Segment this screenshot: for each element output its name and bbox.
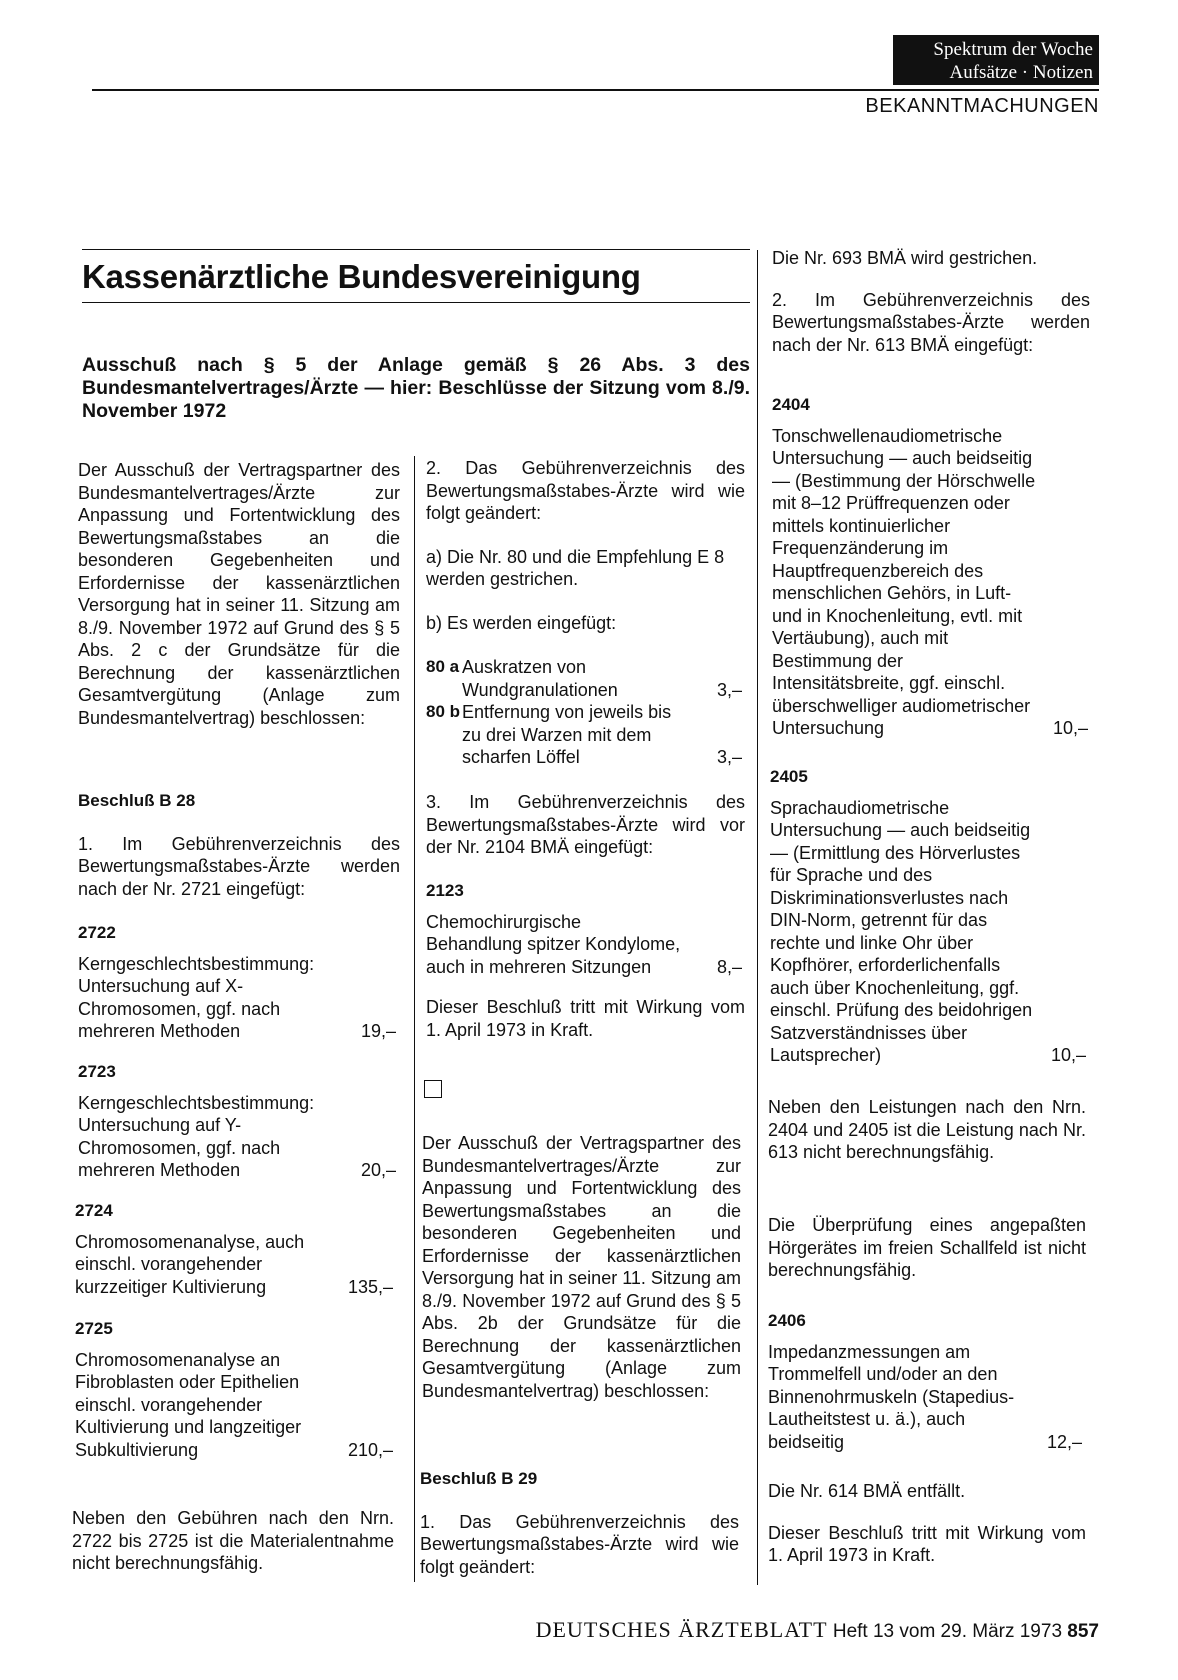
entry-number: 2406 bbox=[768, 1311, 806, 1330]
column-rule-1 bbox=[414, 456, 415, 1582]
paragraph: 1. Im Gebührenverzeichnis des Bewertungsmaßstabes-Ärzte werden nach der Nr. 2721 eingefügt: bbox=[78, 833, 400, 899]
entry-text: Sprachaudiometrische Untersuchung — auch beidseitig — (Ermittlung des Hörverlustes für Sprache und des Diskriminationsverlustes nach DIN-Norm, getrennt für das rechte und linke Ohr über Kopfhörer, erforderlichenfalls auch über Knochenleitung, ggf. einschl. Prüfung des beidohrigen Satzverständnisses über Lautsprecher) bbox=[770, 797, 1033, 1065]
entry-value: 12,– bbox=[1046, 1431, 1082, 1452]
beschluss-heading: Beschluß B 28 bbox=[78, 791, 196, 810]
column-2 bbox=[426, 457, 745, 634]
header-rule bbox=[92, 89, 1099, 91]
column-1 bbox=[78, 459, 400, 729]
column-2-intro bbox=[422, 1132, 741, 1402]
entry-value: 10,– bbox=[1050, 1045, 1086, 1065]
publication-name: DEUTSCHES ÄRZTEBLATT bbox=[535, 1617, 828, 1642]
beschluss-b29 bbox=[420, 1468, 739, 1578]
entry-80a bbox=[426, 656, 742, 701]
entry-2724 bbox=[75, 1200, 393, 1298]
entry-text: Auskratzen von Wundgranulationen bbox=[462, 657, 618, 700]
entry-number: 2123 bbox=[426, 881, 464, 900]
column-2-effective bbox=[426, 996, 745, 1041]
entry-2406 bbox=[768, 1310, 1082, 1453]
page-footer bbox=[536, 1617, 1099, 1643]
entry-number: 2723 bbox=[78, 1062, 116, 1081]
badge-line-1: Spektrum der Woche bbox=[933, 39, 1093, 60]
entry-text: Chemochirurgische Behandlung spitzer Kondylome, auch in mehreren Sitzungen bbox=[426, 911, 681, 977]
column-rule-2 bbox=[757, 250, 758, 1585]
paragraph: Neben den Leistungen nach den Nrn. 2404 und 2405 ist die Leistung nach Nr. 613 nicht berechnungsfähig. bbox=[768, 1097, 1086, 1162]
column-3-neben bbox=[768, 1096, 1086, 1164]
entry-2722 bbox=[78, 922, 396, 1043]
issue-info: Heft 13 vom 29. März 1973 bbox=[832, 1621, 1063, 1642]
entry-text: Impedanzmessungen am Trommelfell und/oder an den Binnenohrmuskeln (Stapedius-Lautheitstest u. ä.), auch beidseitig bbox=[768, 1341, 1015, 1452]
entry-2123 bbox=[426, 880, 742, 978]
entry-80b bbox=[426, 701, 742, 769]
paragraph: Die Nr. 693 BMÄ wird gestrichen. bbox=[772, 248, 1038, 268]
entry-number: 80 a bbox=[426, 657, 460, 676]
entry-text: Chromosomenanalyse, auch einschl. vorangehender kurzzeitiger Kultivierung bbox=[75, 1231, 305, 1297]
entry-value: 135,– bbox=[347, 1276, 393, 1297]
entry-2404 bbox=[772, 394, 1088, 740]
subtitle: Ausschuß nach § 5 der Anlage gemäß § 26 Abs. 3 des Bundesmantelvertrages/Ärzte — hier: Beschlüsse der Sitzung vom 8./9. November 1972 bbox=[82, 354, 750, 422]
entry-value: 20,– bbox=[360, 1160, 396, 1180]
paragraph: a) Die Nr. 80 und die Empfehlung E 8 werden gestrichen. bbox=[426, 546, 725, 589]
effective-paragraph: Dieser Beschluß tritt mit Wirkung vom 1. April 1973 in Kraft. bbox=[768, 1522, 1086, 1565]
section-label: BEKANNTMACHUNGEN bbox=[865, 95, 1099, 117]
entry-value: 3,– bbox=[716, 747, 742, 767]
effective-paragraph: Dieser Beschluß tritt mit Wirkung vom 1. April 1973 in Kraft. bbox=[426, 997, 745, 1040]
beschluss-b28 bbox=[78, 790, 400, 900]
paragraph: 1. Das Gebührenverzeichnis des Bewertungsmaßstabes-Ärzte wird wie folgt geändert: bbox=[420, 1511, 739, 1577]
entry-number: 2405 bbox=[770, 767, 808, 786]
page-number: 857 bbox=[1067, 1621, 1099, 1642]
entry-number: 2404 bbox=[772, 395, 810, 414]
beschluss-heading: Beschluß B 29 bbox=[420, 1469, 538, 1488]
entry-2405 bbox=[770, 766, 1086, 1067]
paragraph: 2. Im Gebührenverzeichnis des Bewertungsmaßstabes-Ärzte werden nach der Nr. 613 BMÄ eingefügt: bbox=[772, 289, 1090, 355]
entry-text: Kerngeschlechtsbestimmung: Untersuchung auf X-Chromosomen, ggf. nach mehreren Methoden bbox=[78, 953, 315, 1041]
entry-value: 210,– bbox=[347, 1439, 393, 1460]
closing-paragraph: Neben den Gebühren nach den Nrn. 2722 bis 2725 ist die Materialentnahme nicht berechnungsfähig. bbox=[72, 1508, 394, 1573]
entry-text: Chromosomenanalyse an Fibroblasten oder Epithelien einschl. vorangehender Kultivierung und langzeitiger Subkultivierung bbox=[75, 1349, 302, 1460]
column-3-ueberpruefung bbox=[768, 1214, 1086, 1282]
column-3 bbox=[772, 247, 1090, 356]
section-square-icon bbox=[424, 1080, 442, 1098]
paragraph: Die Nr. 614 BMÄ entfällt. bbox=[768, 1481, 966, 1501]
paragraph: b) Es werden eingefügt: bbox=[426, 612, 617, 633]
entry-number: 2722 bbox=[78, 923, 116, 942]
paragraph: 2. Das Gebührenverzeichnis des Bewertungsmaßstabes-Ärzte wird wie folgt geändert: bbox=[426, 458, 745, 523]
entry-value: 8,– bbox=[716, 956, 742, 977]
column-3-closing bbox=[768, 1480, 1086, 1567]
entry-number: 2725 bbox=[75, 1319, 113, 1338]
title-rule-top bbox=[82, 249, 750, 250]
entry-value: 3,– bbox=[716, 679, 742, 700]
entry-text: Kerngeschlechtsbestimmung: Untersuchung auf Y-Chromosomen, ggf. nach mehreren Methoden bbox=[78, 1092, 315, 1180]
entry-number: 80 b bbox=[426, 702, 461, 721]
entry-2723 bbox=[78, 1061, 396, 1182]
entry-text: Entfernung von jeweils bis zu drei Warzen mit dem scharfen Löffel bbox=[462, 702, 672, 767]
page-title: Kassenärztliche Bundesvereinigung bbox=[82, 258, 641, 295]
paragraph: 3. Im Gebührenverzeichnis des Bewertungsmaßstabes-Ärzte wird vor der Nr. 2104 BMÄ eingefügt: bbox=[426, 792, 745, 857]
title-rule-bottom bbox=[82, 302, 750, 303]
entry-2725 bbox=[75, 1318, 393, 1461]
column-1-closing bbox=[72, 1507, 394, 1575]
entry-text: Tonschwellenaudiometrische Untersuchung — auch beidseitig — (Bestimmung der Hörschwelle mit 8–12 Prüffrequenzen oder mittels kontinuierlicher Frequenzänderung im Hauptfrequenzbereich des menschlichen Gehörs, in Luft- und in Knochenleitung, evtl. mit Vertäubung), auch mit Bestimmung der Intensitätsbreite, ggf. einschl. überschwelliger audiometrischer Untersuchung bbox=[772, 425, 1036, 738]
badge-line-2: Aufsätze · Notizen bbox=[949, 62, 1093, 83]
entry-value: 19,– bbox=[360, 1021, 396, 1041]
entry-value: 10,– bbox=[1052, 718, 1088, 738]
section-badge bbox=[893, 35, 1099, 85]
paragraph: Die Überprüfung eines angepaßten Hörgerätes im freien Schallfeld ist nicht berechnungsfähig. bbox=[768, 1215, 1086, 1280]
intro-paragraph: Der Ausschuß der Vertragspartner des Bundesmantelvertrages/Ärzte zur Anpassung und Fortentwicklung des Bewertungsmaßstabes an die besonderen Gegebenheiten und Erfordernisse der kassenärztlichen Versorgung hat in seiner 11. Sitzung am 8./9. November 1972 auf Grund des § 5 Abs. 2b der Grundsätze für die Berechnung der kassenärztlichen Gesamtvergütung (Anlage zum Bundesmantelvertrag) beschlossen: bbox=[422, 1133, 741, 1401]
entry-number: 2724 bbox=[75, 1201, 113, 1220]
column-2-section-3 bbox=[426, 791, 745, 859]
intro-paragraph: Der Ausschuß der Vertragspartner des Bundesmantelvertrages/Ärzte zur Anpassung und Fortentwicklung des Bewertungsmaßstabes an die besonderen Gegebenheiten und Erfordernisse der kassenärztlichen Versorgung hat in seiner 11. Sitzung am 8./9. November 1972 auf Grund des § 5 Abs. 2 c der Grundsätze für die Berechnung der kassenärztlichen Gesamtvergütung (Anlage zum Bundesmantelvertrag) beschlossen: bbox=[78, 460, 400, 728]
